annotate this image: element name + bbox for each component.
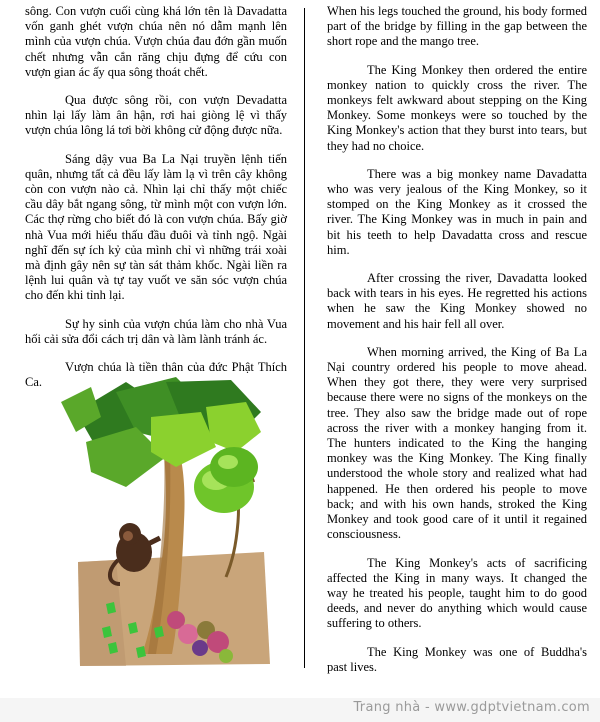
vi-paragraph-2: Qua được sông rồi, con vượn Devadatta nhìn lại lấy làm ân hận, rơi hai giòng lệ vì thấy vượn chúa lông lá tơi bời không cử động được nữa. — [25, 93, 287, 138]
vi-paragraph-4: Sự hy sinh của vượn chúa làm cho nhà Vua hối cải sửa đổi cách trị dân và làm lành tránh ác. — [25, 316, 287, 346]
flower-2 — [178, 624, 198, 644]
en-paragraph-7: The King Monkey was one of Buddha's past lives. — [327, 644, 587, 674]
en-paragraph-6: The King Monkey's acts of sacrificing affected the King in many ways. It changed the way he treated his people, taught him to do good deeds, and never do anything which would cause suffering to others. — [327, 555, 587, 631]
english-column — [327, 4, 587, 688]
monkey-face — [123, 531, 133, 541]
vi-paragraph-1: sông. Con vượn cuối cùng khá lớn tên là Davadatta vốn ganh ghét vượn chúa nên nó dẫm mạnh lên mình của vượn chúa. Vượn chúa đau đớn gần muốn chết nhưng vẫn cắn răng chịu đựng để cứu con vượn gian ác ấy qua sông thoát chết. — [25, 4, 287, 79]
en-paragraph-2: The King Monkey then ordered the entire monkey nation to quickly cross the river. The monkeys felt awkward about stepping on the King Monkey. Some monkeys were so touched by the King Monkey's action that they burst into tears, but they had no choice. — [327, 62, 587, 153]
vi-paragraph-3: Sáng dậy vua Ba La Nại truyền lệnh tiến quân, nhưng tất cả đều lấy làm lạ vì trên cây không còn con vượn nào cả. Nhìn lại chỉ thấy một chiếc cầu dây bắt ngang sông, từ mình một con vượn lớn. Các thợ rừng cho biết đó là con vượn chúa. Bấy giờ nhà Vua mới hiểu thấu đầu đuôi và tỉnh ngộ. Ngài nghĩ đến sự ích kỷ của mình chỉ vì những trái xoài mà định gây nên sự tàn sát thảm khốc. Ngài liền ra lệnh lui quân và tự tay vuốt ve săn sóc vượn chúa cho đến khi tỉnh lại. — [25, 151, 287, 303]
footer-credit: Trang nhà - www.gdptvietnam.com — [353, 700, 590, 715]
mango-2-highlight — [218, 455, 238, 469]
en-paragraph-3: There was a big monkey name Davadatta who was very jealous of the King Monkey, so it stomped on the King Monkey as it crossed the river. The King Monkey was in much in pain and bit his teeth to help Davadatta cross and rescue him. — [327, 166, 587, 257]
monkey-tree-drawing — [56, 372, 278, 672]
footer-bar — [0, 698, 600, 722]
monkey-tree-illustration — [56, 372, 278, 672]
vi-paragraph-5: Vượn chúa là tiền thân của đức Phật Thích Ca. — [25, 360, 287, 390]
vietnamese-column — [25, 4, 287, 403]
flower-5 — [192, 640, 208, 656]
en-paragraph-5: When morning arrived, the King of Ba La Nại country ordered his people to move ahead. When they got there, they were very surprised because there were no signs of the monkeys on the tree. They also saw the bridge made out of rope across the river with a monkey hanging from it. The hunters indicated to the King the hanging monkey was the King Monkey. The King finally understood the whole story and realized what had happened. He then ordered his people to move back; and with his own hands, stroked the King Monkey and took good care of it until it regained consciousness. — [327, 344, 587, 542]
en-paragraph-1: When his legs touched the ground, his body formed part of the bridge by filling in the gap between the short rope and the mango tree. — [327, 4, 587, 49]
monkey-arm — [148, 538, 160, 544]
flower-6 — [219, 649, 233, 663]
en-paragraph-4: After crossing the river, Davadatta looked back with tears in his eyes. He regretted his actions when he saw the King Monkey showed no movement and his hair fell all over. — [327, 271, 587, 331]
column-divider — [304, 8, 305, 668]
